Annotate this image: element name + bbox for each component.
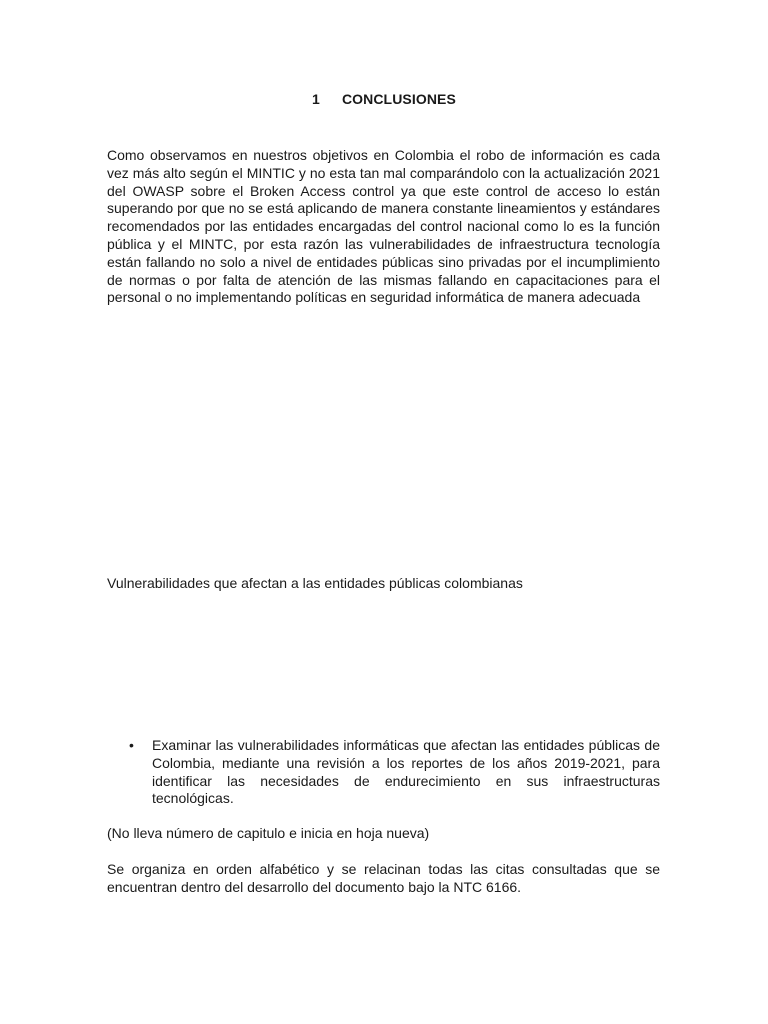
chapter-note: (No lleva número de capitulo e inicia en hoja nueva)	[107, 825, 430, 841]
section-title: CONCLUSIONES	[341, 91, 456, 107]
list-item-text: Examinar las vulnerabilidades informáticas que afectan las entidades públicas de Colombia, mediante una revisión a los reportes de los años 2019-2021, para identificar las necesidades de endurecimiento en sus infraestructuras tecnológicas.	[152, 737, 660, 807]
section-heading	[0, 91, 768, 107]
section-number: 1	[312, 91, 320, 107]
references-paragraph: Se organiza en orden alfabético y se relacinan todas las citas consultadas que se encuentran dentro del desarrollo del documento bajo la NTC 6166.	[107, 861, 660, 895]
objectives-list	[107, 737, 660, 808]
list-item	[107, 737, 660, 808]
vulnerabilities-title: Vulnerabilidades que afectan a las entidades públicas colombianas	[107, 575, 523, 591]
bullet-icon: •	[129, 737, 134, 753]
conclusions-paragraph: Como observamos en nuestros objetivos en Colombia el robo de información es cada vez más alto según el MINTIC y no esta tan mal comparándolo con la actualización 2021 del OWASP sobre el Broken Access control ya que este control de acceso lo están superando por que no se está aplicando de manera constante lineamientos y estándares recomendados por las entidades encargadas del control nacional como lo es la función pública y el MINTC, por esta razón las vulnerabilidades de infraestructura tecnología están fallando no solo a nivel de entidades públicas sino privadas por el incumplimiento de normas o por falta de atención de las mismas fallando en capacitaciones para el personal o no implementando políticas en seguridad informática de manera adecuada	[107, 147, 660, 306]
